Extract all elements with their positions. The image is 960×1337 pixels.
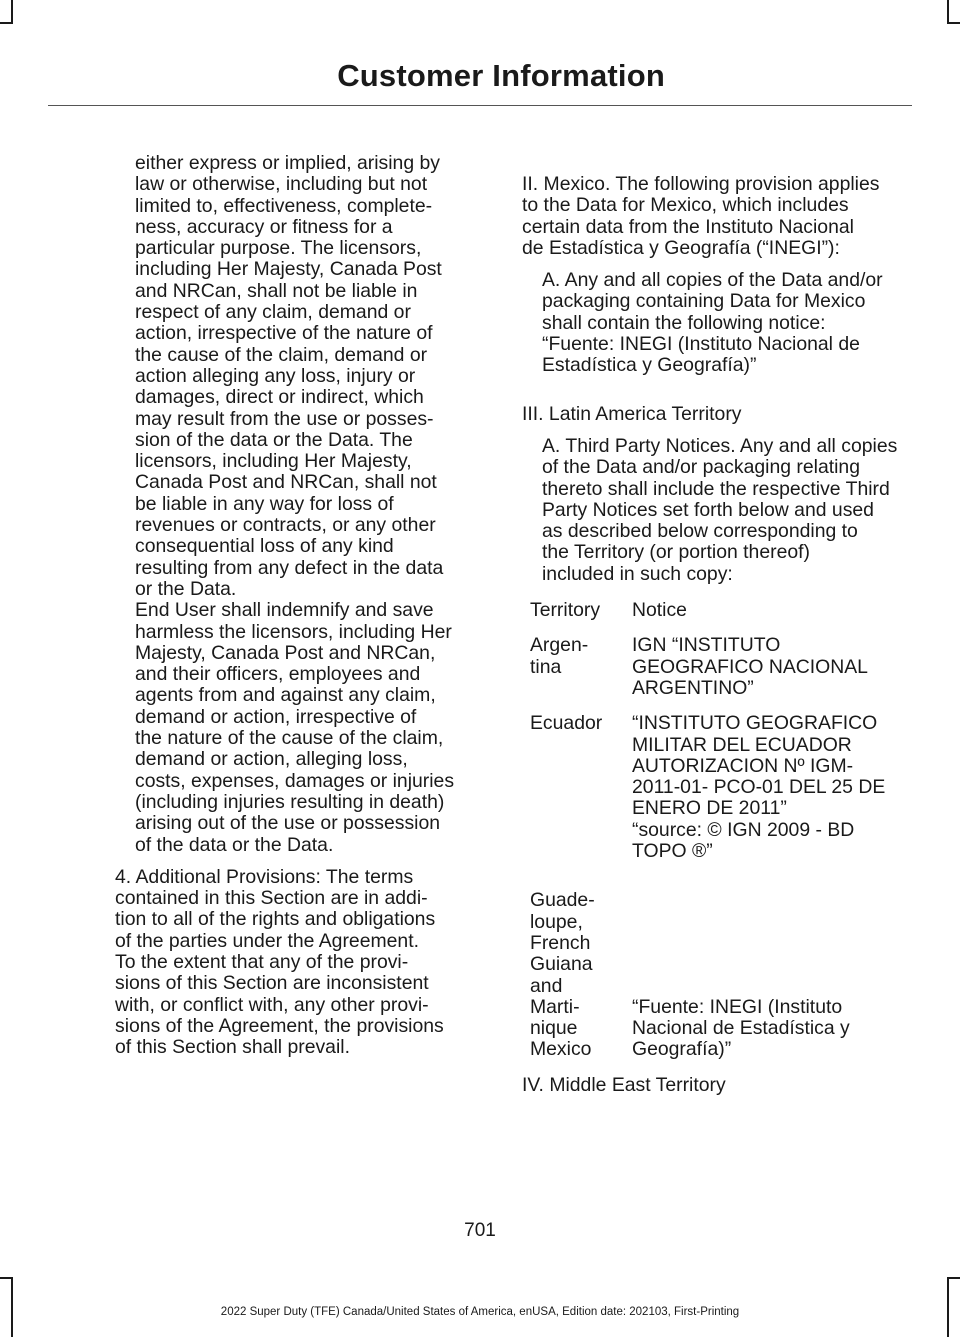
- crop-mark: [11, 0, 13, 24]
- table-row: [530, 635, 904, 699]
- crop-mark: [947, 0, 949, 24]
- crop-mark: [947, 1277, 960, 1279]
- territory-cell: Guade- loupe, French Guiana and: [530, 889, 595, 997]
- table-row: [530, 890, 904, 996]
- header-divider: [48, 105, 912, 106]
- mexico-intro-paragraph: II. Mexico. The following provision applies to the Data for Mexico, which includes certain data from the Instituto Nacional de Estadística y Geografía (“INEGI”):: [522, 173, 880, 259]
- crop-mark: [0, 22, 13, 24]
- territory-cell: Argen- tina: [530, 634, 589, 678]
- territory-cell: Ecuador: [530, 712, 603, 735]
- warranty-disclaimer-paragraph: either express or implied, arising by law or otherwise, including but not limited to, effectiveness, complete- ness, accuracy or fitness for a particular purpose. The licensors, including Her Majesty, Canada Post and NRCan, shall not be liable in respect of any claim, demand or action, irrespective of the nature of the cause of the claim, demand or action alleging any loss, injury or damages, direct or indirect, which may result from the use or posses- sion of the data or the Data. The licensors, including Her Majesty, Canada Post and NRCan, shall not be liable in any way for loss of revenues or contracts, or any other consequential loss of any kind resulting from any defect in the data or the Data.: [135, 152, 444, 600]
- indemnify-paragraph: End User shall indemnify and save harmless the licensors, including Her Majesty, Canada Post and NRCan, and their officers, employees and agents from and against any claim, demand or action, irrespective of the nature of the cause of the claim, demand or action, alleging loss, costs, expenses, damages or injuries (including injuries resulting in death) arising out of the use or possession of the data or the Data.: [135, 599, 455, 856]
- latin-america-item-a: A. Third Party Notices. Any and all copies of the Data and/or packaging relating thereto shall include the respective Third Party Notices set forth below and used as described below corresponding to the Territory (or portion thereof) included in such copy:: [542, 434, 898, 585]
- latin-america-heading: III. Latin America Territory: [522, 402, 742, 425]
- right-column: [522, 174, 904, 1096]
- table-header-territory: Territory: [530, 599, 601, 622]
- notice-cell: IGN “INSTITUTO GEOGRAFICO NACIONAL ARGENTINO”: [632, 634, 868, 699]
- table-row: [530, 997, 904, 1061]
- territory-cell: Marti- nique Mexico: [530, 995, 592, 1061]
- crop-mark: [0, 1277, 13, 1279]
- crop-mark: [947, 22, 960, 24]
- additional-provisions-paragraph: 4. Additional Provisions: The terms contained in this Section are in addi- tion to all of the rights and obligations of the parties under the Agreement. To the extent that any of the provi- sions of this Section are inconsistent with, or conflict with, any other provi- sions of the Agreement, the provisions of this Section shall prevail.: [115, 865, 444, 1059]
- page-title: Customer Information: [337, 58, 665, 93]
- notice-cell: [632, 890, 902, 996]
- page-number: 701: [464, 1220, 496, 1241]
- table-header-row: [530, 600, 904, 621]
- left-column: [115, 153, 467, 1058]
- notice-cell: “INSTITUTO GEOGRAFICO MILITAR DEL ECUADOR AUTORIZACION Nº IGM- 2011-01- PCO-01 DEL 25 DE ENERO DE 2011” “source: © IGN 2009 - BD TOPO ®”: [632, 712, 886, 863]
- table-header-notice: Notice: [632, 599, 687, 622]
- footer-edition-text: 2022 Super Duty (TFE) Canada/United States of America, enUSA, Edition date: 202103, First-Printing: [220, 1306, 740, 1318]
- mexico-item-a: A. Any and all copies of the Data and/or packaging containing Data for Mexico shall contain the following notice: “Fuente: INEGI (Instituto Nacional de Estadística y Geografía)”: [542, 269, 883, 377]
- third-party-notice-table: [530, 600, 904, 1061]
- middle-east-heading: IV. Middle East Territory: [522, 1073, 726, 1096]
- table-row: [530, 713, 904, 862]
- notice-cell: “Fuente: INEGI (Instituto Nacional de Estadística y Geografía)”: [632, 995, 850, 1061]
